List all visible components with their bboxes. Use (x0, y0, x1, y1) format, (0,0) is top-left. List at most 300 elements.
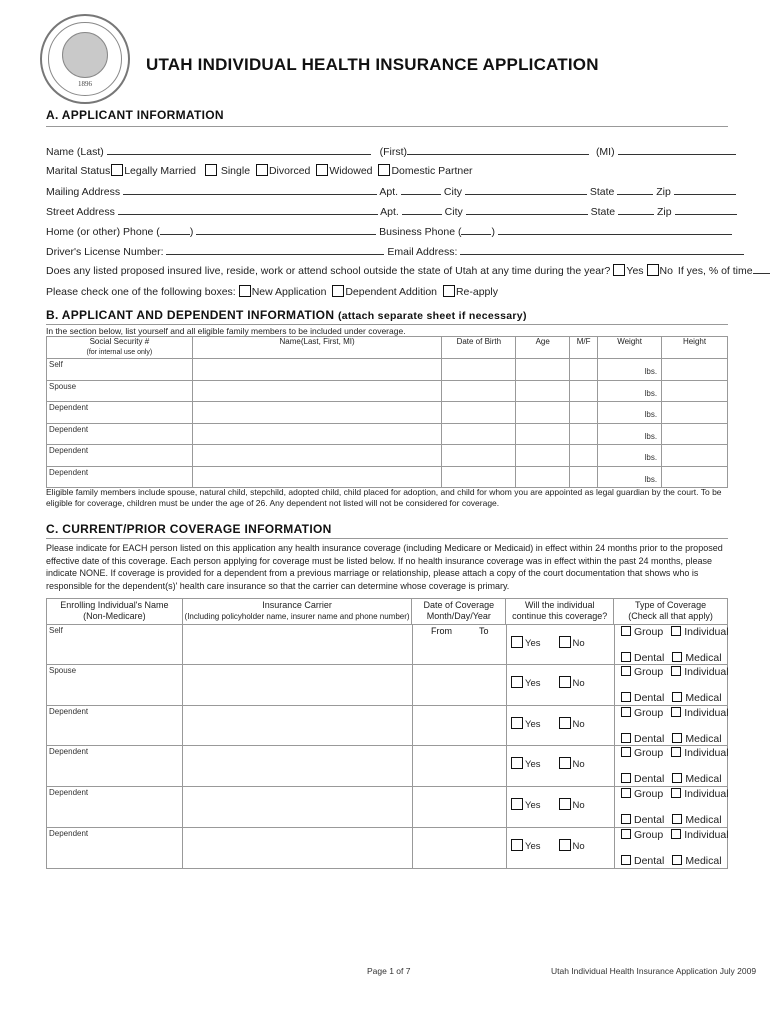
lbs-label: lbs. (644, 474, 658, 484)
continue-no-checkbox[interactable] (559, 676, 571, 688)
home-phone-label: Home (or other) Phone ( (46, 226, 160, 238)
continue-yes-label: Yes (525, 759, 541, 771)
date-header-text: Date of Coverage (423, 600, 495, 610)
dependents-intro: In the section below, list yourself and all eligible family members to be included under coverage. (46, 326, 406, 336)
column-divider (506, 664, 507, 705)
individual-label: Individual (684, 706, 729, 719)
mailing-address-row (46, 185, 736, 198)
height-cell[interactable] (662, 445, 728, 467)
seal-year: 1896 (78, 80, 92, 88)
medical-label: Medical (685, 652, 722, 664)
single-checkbox[interactable] (205, 164, 217, 176)
medical-label: Medical (685, 773, 722, 786)
dependents-header-row (47, 337, 728, 359)
individual-checkbox[interactable] (671, 747, 681, 757)
section-a-heading: A. APPLICANT INFORMATION (46, 108, 224, 122)
individual-checkbox[interactable] (671, 707, 681, 717)
continue-options (511, 757, 585, 770)
mailing-state-field[interactable] (617, 185, 653, 195)
dental-option (621, 773, 722, 786)
type-header (614, 599, 728, 625)
continue-no-checkbox[interactable] (559, 839, 571, 851)
outside-utah-no-label: No (659, 265, 673, 277)
coverage-row (46, 665, 728, 706)
weight-cell[interactable] (598, 359, 662, 381)
outside-utah-question: Does any listed proposed insured live, reside, work or attend school outside the state of Utah at any time during the year? (46, 265, 611, 277)
medical-label: Medical (685, 855, 722, 867)
mailing-apt-field[interactable] (401, 185, 441, 195)
lbs-label: lbs. (644, 453, 658, 462)
column-divider (614, 624, 615, 665)
continue-no-label: No (572, 677, 585, 689)
coverage-table (46, 598, 728, 625)
ssn-header (47, 337, 193, 359)
section-b-divider (46, 324, 728, 325)
dental-label: Dental (634, 814, 665, 827)
coverage-row-label: Dependent (49, 747, 89, 757)
date-header-sub: Month/Day/Year (426, 611, 491, 621)
to-label: To (479, 626, 489, 636)
coverage-date-cell[interactable] (413, 787, 505, 826)
street-city-label: City (444, 206, 463, 218)
dental-checkbox[interactable] (621, 733, 631, 743)
dependents-eligibility-note: Eligible family members include spouse, natural child, stepchild, adopted child, child placed for adoption, and child for whom you are appointed as legal guardian by the court. To be eligible for coverage, children must be under the age of 26. Any dependent not listed will not be considered for coverage. (46, 487, 722, 508)
column-divider (506, 786, 507, 827)
continue-yes-label: Yes (525, 800, 541, 812)
section-b-title: B. APPLICANT AND DEPENDENT INFORMATION (46, 308, 335, 322)
mailing-apt-label: Apt. (379, 186, 399, 198)
column-divider (614, 786, 615, 827)
page-title: UTAH INDIVIDUAL HEALTH INSURANCE APPLICATION (146, 55, 599, 74)
individual-label: Individual (684, 747, 729, 760)
continue-options (511, 636, 585, 649)
group-option (621, 747, 729, 760)
dental-checkbox[interactable] (621, 652, 631, 662)
group-label: Group (634, 665, 664, 678)
home-phone-paren: ) (189, 226, 194, 238)
coverage-date-cell[interactable] (413, 746, 505, 785)
outside-utah-yes-checkbox[interactable] (613, 264, 625, 276)
name-header: Name(Last, First, MI) (192, 337, 442, 359)
dental-option (621, 733, 722, 746)
business-phone-area-field[interactable] (461, 225, 491, 235)
individual-label: Individual (684, 788, 729, 801)
medical-checkbox[interactable] (672, 652, 682, 662)
individual-label: Individual (684, 829, 729, 841)
column-divider (506, 624, 507, 665)
type-header-text: Type of Coverage (635, 600, 707, 610)
weight-cell[interactable] (598, 445, 662, 467)
coverage-row-label: Dependent (49, 706, 89, 716)
street-state-label: State (590, 206, 616, 218)
column-divider (506, 827, 507, 868)
individual-checkbox[interactable] (671, 626, 681, 636)
street-apt-label: Apt. (380, 206, 399, 218)
coverage-row (46, 624, 728, 665)
domestic-partner-label: Domestic Partner (391, 165, 473, 177)
continue-no-label: No (572, 718, 585, 730)
re-apply-label: Re-apply (455, 286, 498, 298)
group-label: Group (634, 788, 664, 801)
if-yes-percent-label: If yes, % of time (677, 265, 753, 277)
age-cell[interactable] (516, 445, 570, 467)
dependent-addition-checkbox[interactable] (332, 285, 344, 297)
continue-options (511, 798, 585, 811)
carrier-header (182, 599, 412, 625)
name-first-field[interactable] (407, 145, 589, 155)
mf-cell[interactable] (570, 466, 598, 488)
individual-checkbox[interactable] (671, 788, 681, 798)
widowed-checkbox[interactable] (316, 164, 328, 176)
street-apt-field[interactable] (402, 205, 442, 215)
carrier-header-text: Insurance Carrier (262, 600, 332, 610)
street-address-field[interactable] (118, 205, 378, 215)
name-cell[interactable] (192, 445, 442, 467)
table-row (47, 380, 728, 402)
business-phone-label: Business Phone ( (379, 226, 462, 238)
column-divider (614, 705, 615, 746)
lbs-label: lbs. (644, 431, 658, 441)
street-address-row (46, 205, 737, 218)
mf-cell[interactable] (570, 359, 598, 381)
enrolling-name-cell[interactable] (48, 828, 182, 867)
group-option (621, 666, 729, 679)
name-cell[interactable] (192, 402, 442, 424)
single-label: Single (220, 165, 251, 177)
column-divider (506, 705, 507, 746)
lbs-label: lbs. (644, 367, 658, 376)
re-apply-checkbox[interactable] (443, 285, 455, 297)
ssn-note: (for internal use only) (86, 349, 153, 356)
check-one-label: Please check one of the following boxes: (46, 286, 236, 298)
mailing-zip-label: Zip (656, 186, 671, 198)
carrier-cell[interactable] (183, 625, 411, 664)
age-cell[interactable] (516, 380, 570, 402)
email-label: Email Address: (387, 246, 458, 258)
row-label: Self (47, 359, 193, 381)
coverage-row (46, 746, 728, 787)
column-divider (614, 664, 615, 705)
individual-checkbox[interactable] (671, 829, 681, 839)
coverage-date-cell[interactable] (413, 665, 505, 704)
widowed-label: Widowed (329, 165, 373, 177)
page-number: Page 1 of 7 (367, 966, 411, 976)
legally-married-checkbox[interactable] (111, 164, 123, 176)
form-version: Utah Individual Health Insurance Application July 2009 (551, 966, 757, 976)
email-field[interactable] (460, 245, 744, 255)
height-cell[interactable] (662, 402, 728, 424)
name-last-field[interactable] (107, 145, 371, 155)
medical-label: Medical (685, 691, 722, 704)
seal-emblem (62, 32, 108, 78)
name-mi-field[interactable] (618, 145, 736, 155)
marital-status-row (46, 164, 473, 177)
row-label: Dependent (47, 423, 193, 445)
carrier-cell[interactable] (183, 746, 411, 785)
table-row (47, 445, 728, 467)
mailing-city-field[interactable] (465, 185, 587, 195)
column-divider (614, 827, 615, 868)
continue-header-text: Will the individual (524, 600, 595, 610)
weight-header: Weight (598, 337, 662, 359)
section-c-divider (46, 538, 728, 539)
carrier-cell[interactable] (183, 787, 411, 826)
height-cell[interactable] (662, 466, 728, 488)
continue-no-label: No (572, 638, 585, 649)
coverage-row-label: Dependent (49, 829, 89, 838)
continue-no-checkbox[interactable] (559, 798, 571, 810)
row-label: Dependent (47, 445, 193, 467)
name-cell[interactable] (192, 380, 442, 402)
mailing-state-label: State (589, 186, 615, 198)
business-phone-paren: ) (491, 226, 495, 238)
new-application-label: New Application (251, 286, 327, 298)
individual-label: Individual (684, 665, 729, 678)
weight-cell[interactable] (598, 380, 662, 402)
weight-cell[interactable] (598, 423, 662, 445)
dental-label: Dental (634, 855, 665, 867)
carrier-header-sub: (Including policyholder name, insurer name and phone number) (184, 612, 410, 621)
dob-header: Date of Birth (442, 337, 516, 359)
continue-no-label: No (572, 759, 585, 771)
continue-yes-label: Yes (525, 677, 541, 689)
continue-yes-label: Yes (525, 841, 541, 852)
application-type-row (46, 285, 498, 298)
street-zip-label: Zip (656, 206, 672, 218)
dob-cell[interactable] (442, 466, 516, 488)
dental-option (621, 814, 722, 827)
business-phone-field[interactable] (498, 225, 732, 235)
mf-cell[interactable] (570, 445, 598, 467)
continue-yes-checkbox[interactable] (511, 798, 523, 810)
drivers-license-field[interactable] (166, 245, 384, 255)
mf-cell[interactable] (570, 380, 598, 402)
column-divider (506, 745, 507, 786)
table-row (47, 423, 728, 445)
state-seal-logo (40, 14, 130, 104)
row-label: Spouse (47, 380, 193, 402)
medical-checkbox[interactable] (672, 855, 682, 865)
name-cell[interactable] (192, 423, 442, 445)
dental-option (621, 692, 722, 705)
group-checkbox[interactable] (621, 626, 631, 636)
continue-header (506, 599, 614, 625)
section-c-heading: C. CURRENT/PRIOR COVERAGE INFORMATION (46, 522, 332, 536)
coverage-row-label: Spouse (49, 665, 77, 675)
table-row (47, 359, 728, 381)
outside-utah-yes-label: Yes (626, 265, 644, 277)
continue-header-sub: continue this coverage? (512, 611, 608, 621)
coverage-row (46, 828, 728, 869)
continue-options (511, 717, 585, 730)
percent-time-field[interactable] (753, 264, 770, 274)
phone-row (46, 225, 732, 238)
medical-checkbox[interactable] (672, 773, 682, 783)
height-cell[interactable] (662, 380, 728, 402)
age-header: Age (516, 337, 570, 359)
mf-cell[interactable] (570, 423, 598, 445)
enrolling-name-cell[interactable] (48, 787, 182, 826)
type-header-sub: (Check all that apply) (628, 611, 713, 621)
drivers-license-label: Driver's License Number: (46, 246, 164, 258)
continue-no-label: No (572, 841, 585, 852)
marital-status-label: Marital Status (46, 165, 111, 177)
mf-cell[interactable] (570, 402, 598, 424)
enrolling-name-cell[interactable] (48, 746, 182, 785)
mailing-city-label: City (443, 186, 463, 198)
continue-yes-checkbox[interactable] (511, 636, 523, 648)
carrier-cell[interactable] (183, 665, 411, 704)
continue-yes-label: Yes (525, 718, 541, 730)
street-address-label: Street Address (46, 206, 115, 218)
medical-label: Medical (685, 732, 722, 745)
lbs-label: lbs. (644, 410, 658, 419)
individual-label: Individual (684, 626, 729, 638)
dob-cell[interactable] (442, 402, 516, 424)
group-checkbox[interactable] (621, 747, 631, 757)
dental-option (621, 855, 722, 868)
table-row (47, 466, 728, 488)
date-header (412, 599, 506, 625)
license-email-row (46, 245, 744, 258)
weight-cell[interactable] (598, 466, 662, 488)
coverage-date-cell[interactable] (413, 706, 505, 745)
weight-cell[interactable] (598, 402, 662, 424)
column-divider (614, 745, 615, 786)
street-state-field[interactable] (618, 205, 654, 215)
dental-label: Dental (634, 732, 665, 745)
continue-yes-checkbox[interactable] (511, 717, 523, 729)
ssn-header-text: Social Security # (89, 337, 150, 346)
name-first-label: (First) (379, 146, 408, 158)
section-a-divider (46, 126, 728, 127)
group-checkbox[interactable] (621, 788, 631, 798)
age-cell[interactable] (516, 402, 570, 424)
individual-checkbox[interactable] (671, 666, 681, 676)
coverage-row (46, 787, 728, 828)
dob-cell[interactable] (442, 445, 516, 467)
age-cell[interactable] (516, 423, 570, 445)
outside-utah-no-checkbox[interactable] (647, 264, 659, 276)
group-checkbox[interactable] (621, 707, 631, 717)
continue-options (511, 839, 585, 852)
group-label: Group (634, 747, 664, 760)
continue-no-checkbox[interactable] (559, 636, 571, 648)
continue-yes-checkbox[interactable] (511, 757, 523, 769)
continue-no-checkbox[interactable] (559, 757, 571, 769)
home-phone-field[interactable] (196, 225, 376, 235)
dob-cell[interactable] (442, 359, 516, 381)
height-cell[interactable] (662, 359, 728, 381)
dental-label: Dental (634, 773, 665, 786)
mf-header: M/F (570, 337, 598, 359)
dental-checkbox[interactable] (621, 692, 631, 702)
continue-yes-label: Yes (525, 638, 541, 649)
medical-checkbox[interactable] (672, 814, 682, 824)
dependents-table (46, 336, 728, 488)
row-label: Dependent (47, 466, 193, 488)
dental-checkbox[interactable] (621, 814, 631, 824)
new-application-checkbox[interactable] (239, 285, 251, 297)
mailing-zip-field[interactable] (674, 185, 736, 195)
name-cell[interactable] (192, 466, 442, 488)
legally-married-label: Legally Married (124, 165, 196, 177)
medical-label: Medical (685, 814, 722, 827)
group-label: Group (634, 706, 664, 719)
home-phone-area-field[interactable] (160, 225, 190, 235)
name-mi-label: (MI) (595, 146, 615, 158)
group-label: Group (634, 829, 664, 841)
from-label: From (431, 626, 452, 636)
coverage-date-cell[interactable] (413, 625, 505, 664)
age-cell[interactable] (516, 466, 570, 488)
divorced-checkbox[interactable] (256, 164, 268, 176)
group-option (621, 626, 729, 639)
medical-checkbox[interactable] (672, 692, 682, 702)
dob-cell[interactable] (442, 380, 516, 402)
dental-checkbox[interactable] (621, 773, 631, 783)
coverage-row (46, 706, 728, 747)
coverage-row-label: Dependent (49, 788, 89, 798)
dental-option (621, 652, 722, 665)
dental-label: Dental (634, 652, 665, 664)
dob-cell[interactable] (442, 423, 516, 445)
carrier-cell[interactable] (183, 828, 411, 867)
enrolling-name-cell[interactable] (48, 706, 182, 745)
age-cell[interactable] (516, 359, 570, 381)
street-city-field[interactable] (466, 205, 588, 215)
carrier-cell[interactable] (183, 706, 411, 745)
domestic-partner-checkbox[interactable] (378, 164, 390, 176)
name-last-label: Name (Last) (46, 146, 104, 158)
dental-label: Dental (634, 691, 665, 704)
table-row (47, 402, 728, 424)
group-option (621, 707, 729, 720)
coverage-intro: Please indicate for EACH person listed on this application any health insurance coverage (including Medicare or Medicaid) in effect within 24 months prior to the proposed effective date of this coverage. Each person applying for coverage must be listed below. If no health insurance coverage was in effect within the past 24 months, please indicate NONE. If coverage is provided for a dependent from a previous marriage or relationship, please attach a copy of the court documentation that shows who is responsible for the dependent(s)' health care insurance so that the carrier can determine whose coverage is primary. (46, 543, 723, 591)
dependent-addition-label: Dependent Addition (345, 286, 438, 298)
outside-utah-row (46, 264, 770, 277)
divorced-label: Divorced (268, 165, 311, 177)
enrolling-header (47, 599, 183, 625)
section-b-subtitle: (attach separate sheet if necessary) (337, 310, 527, 322)
mailing-address-field[interactable] (123, 185, 377, 195)
continue-yes-checkbox[interactable] (511, 676, 523, 688)
group-option (621, 829, 729, 842)
enrolling-header-sub: (Non-Medicare) (83, 611, 146, 621)
group-option (621, 788, 729, 801)
coverage-date-cell[interactable] (413, 828, 505, 867)
dental-checkbox[interactable] (621, 855, 631, 865)
lbs-label: lbs. (644, 388, 658, 398)
group-checkbox[interactable] (621, 829, 631, 839)
medical-checkbox[interactable] (672, 733, 682, 743)
coverage-row-label: Self (49, 626, 63, 635)
height-cell[interactable] (662, 423, 728, 445)
height-header: Height (662, 337, 728, 359)
enrolling-name-cell[interactable] (48, 665, 182, 704)
continue-yes-checkbox[interactable] (511, 839, 523, 851)
row-label: Dependent (47, 402, 193, 424)
continue-no-checkbox[interactable] (559, 717, 571, 729)
enrolling-header-text: Enrolling Individual's Name (60, 600, 169, 610)
name-cell[interactable] (192, 359, 442, 381)
enrolling-name-cell[interactable] (48, 625, 182, 664)
section-b-heading (46, 308, 527, 322)
street-zip-field[interactable] (675, 205, 737, 215)
name-row (46, 145, 736, 158)
coverage-header-row (47, 599, 728, 625)
group-checkbox[interactable] (621, 666, 631, 676)
